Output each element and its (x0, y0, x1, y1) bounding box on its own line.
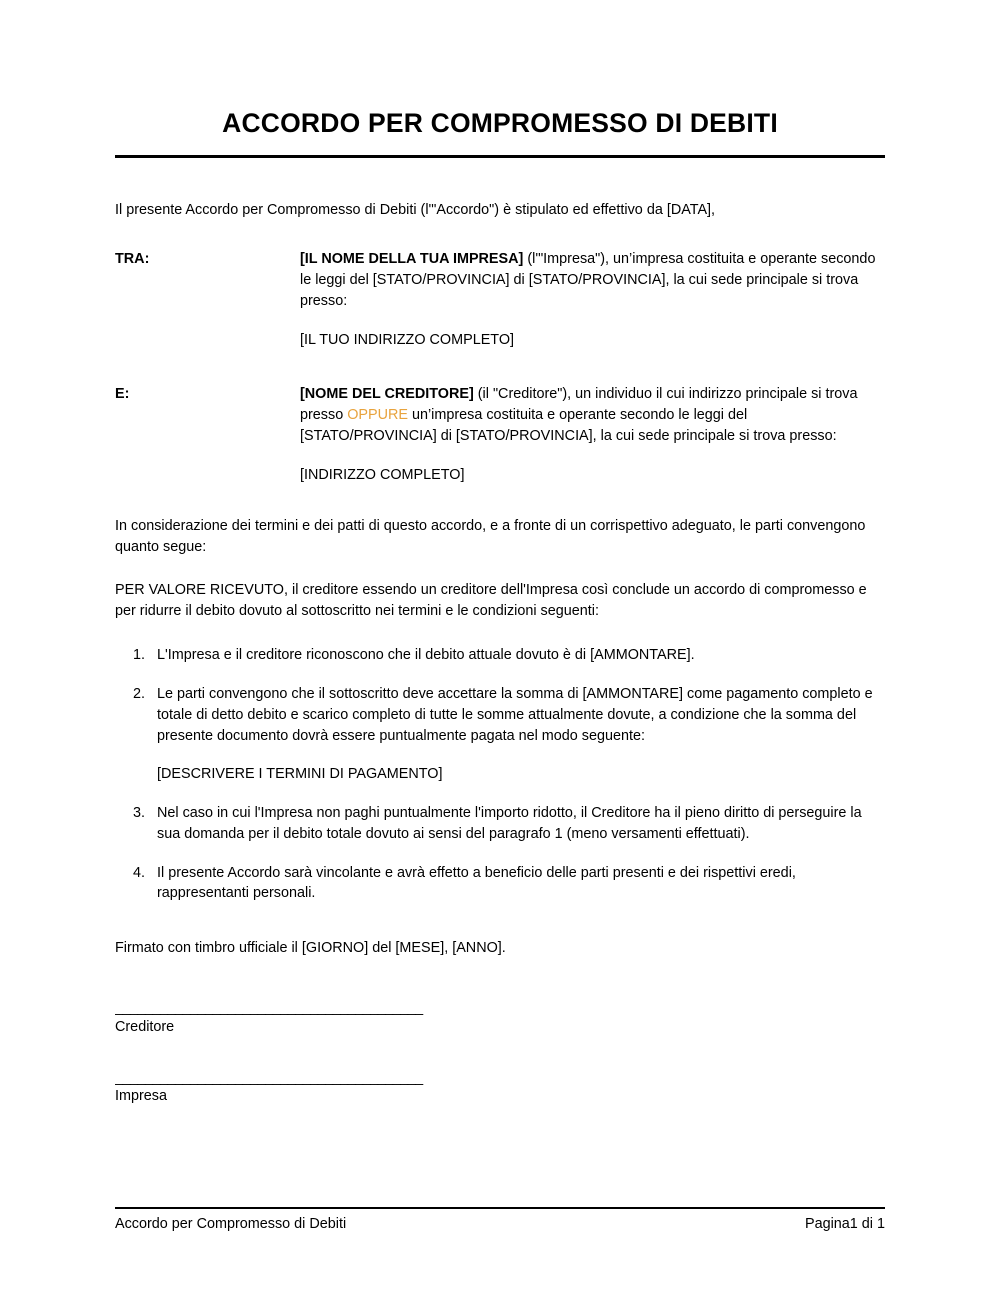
clauses-list (115, 645, 885, 904)
party-body-company (300, 249, 885, 351)
parties-section (115, 249, 885, 486)
party-body-creditor (300, 384, 885, 486)
footer-divider (115, 1207, 885, 1209)
party-creditor-name: [NOME DEL CREDITORE] (300, 386, 474, 403)
page-title: ACCORDO PER COMPROMESSO DI DEBITI (222, 108, 778, 138)
footer-row (115, 1216, 885, 1232)
party-creditor-description (300, 384, 885, 447)
signature-caption-company: Impresa (115, 1087, 167, 1104)
intro-paragraph: Il presente Accordo per Compromesso di Debiti (l'"Accordo") è stipulato ed effettivo da [DATA], (115, 202, 716, 218)
clause-item-3 (149, 803, 885, 845)
party-creditor-text-after: un’impresa costituita e operante secondo le leggi del [STATO/PROVINCIA] di [STATO/PROVINCIA], la cui sede principale si trova presso: (300, 407, 837, 445)
recital-paragraph-2: PER VALORE RICEVUTO, il creditore essendo un creditore dell'Impresa così conclude un accordo di compromesso e per ridurre il debito dovuto al sottoscritto nei termini e le condizioni seguenti: (115, 581, 867, 619)
party-company-description (300, 249, 885, 312)
party-company-address: [IL TUO INDIRIZZO COMPLETO] (300, 331, 515, 348)
party-label-tra: TRA: (115, 250, 150, 267)
clause-text-1: L'Impresa e il creditore riconoscono che il debito attuale dovuto è di [AMMONTARE]. (157, 647, 695, 664)
clause-text-2: Le parti convengono che il sottoscritto deve accettare la somma di [AMMONTARE] come pagamento completo e totale di detto debito e scarico completo di tutte le somme attualmente dovute, a condizione che la somma del presente documento dovrà essere puntualmente pagata nel modo seguente: (157, 686, 873, 744)
clause-note-2: [DESCRIVERE I TERMINI DI PAGAMENTO] (157, 765, 443, 782)
party-company-text: (l'"Impresa"), un’impresa costituita e operante secondo le leggi del [STATO/PROVINCIA] di [STATO/PROVINCIA], la cui sede principale si trova presso: (300, 250, 876, 309)
signature-line-company: _________________________________________ (115, 1070, 423, 1085)
clause-item-1 (149, 645, 885, 666)
signoff-paragraph: Firmato con timbro ufficiale il [GIORNO] del [MESE], [ANNO]. (115, 940, 506, 957)
party-row-creditor (115, 384, 885, 486)
clause-item-4 (149, 863, 885, 905)
recital-paragraph-1: In considerazione dei termini e dei patti di questo accordo, e a fronte di un corrispettivo adeguato, le parti convengono quanto segue: (115, 517, 866, 555)
party-creditor-accent-oppure: OPPURE (347, 407, 408, 424)
signature-caption-creditor: Creditore (115, 1018, 175, 1035)
party-row-company (115, 249, 885, 351)
party-company-name: [IL NOME DELLA TUA IMPRESA] (300, 250, 524, 267)
footer-document-name: Accordo per Compromesso di Debiti (115, 1216, 347, 1232)
clause-text-4: Il presente Accordo sarà vincolante e avrà effetto a beneficio delle parti presenti e dei rispettivi eredi, rappresentanti personali. (157, 864, 796, 902)
signature-block-company (115, 1071, 885, 1104)
party-creditor-text-before: (il "Creditore"), un individuo il cui indirizzo principale si trova presso (300, 386, 858, 424)
clause-text-3: Nel caso in cui l'Impresa non paghi puntualmente l'importo ridotto, il Creditore ha il pieno diritto di perseguire la sua domanda per il debito totale dovuto ai sensi del paragrafo 1 (meno versamenti effettuati). (157, 804, 862, 842)
party-creditor-address: [INDIRIZZO COMPLETO] (300, 467, 465, 483)
signature-line-creditor: _________________________________________ (115, 1001, 423, 1016)
title-divider (115, 155, 885, 158)
footer-page-number: Pagina1 di 1 (804, 1216, 885, 1232)
party-label-e: E: (115, 386, 130, 403)
clause-item-2 (149, 684, 885, 785)
page-footer (115, 1207, 885, 1232)
signature-block-creditor (115, 1001, 885, 1034)
